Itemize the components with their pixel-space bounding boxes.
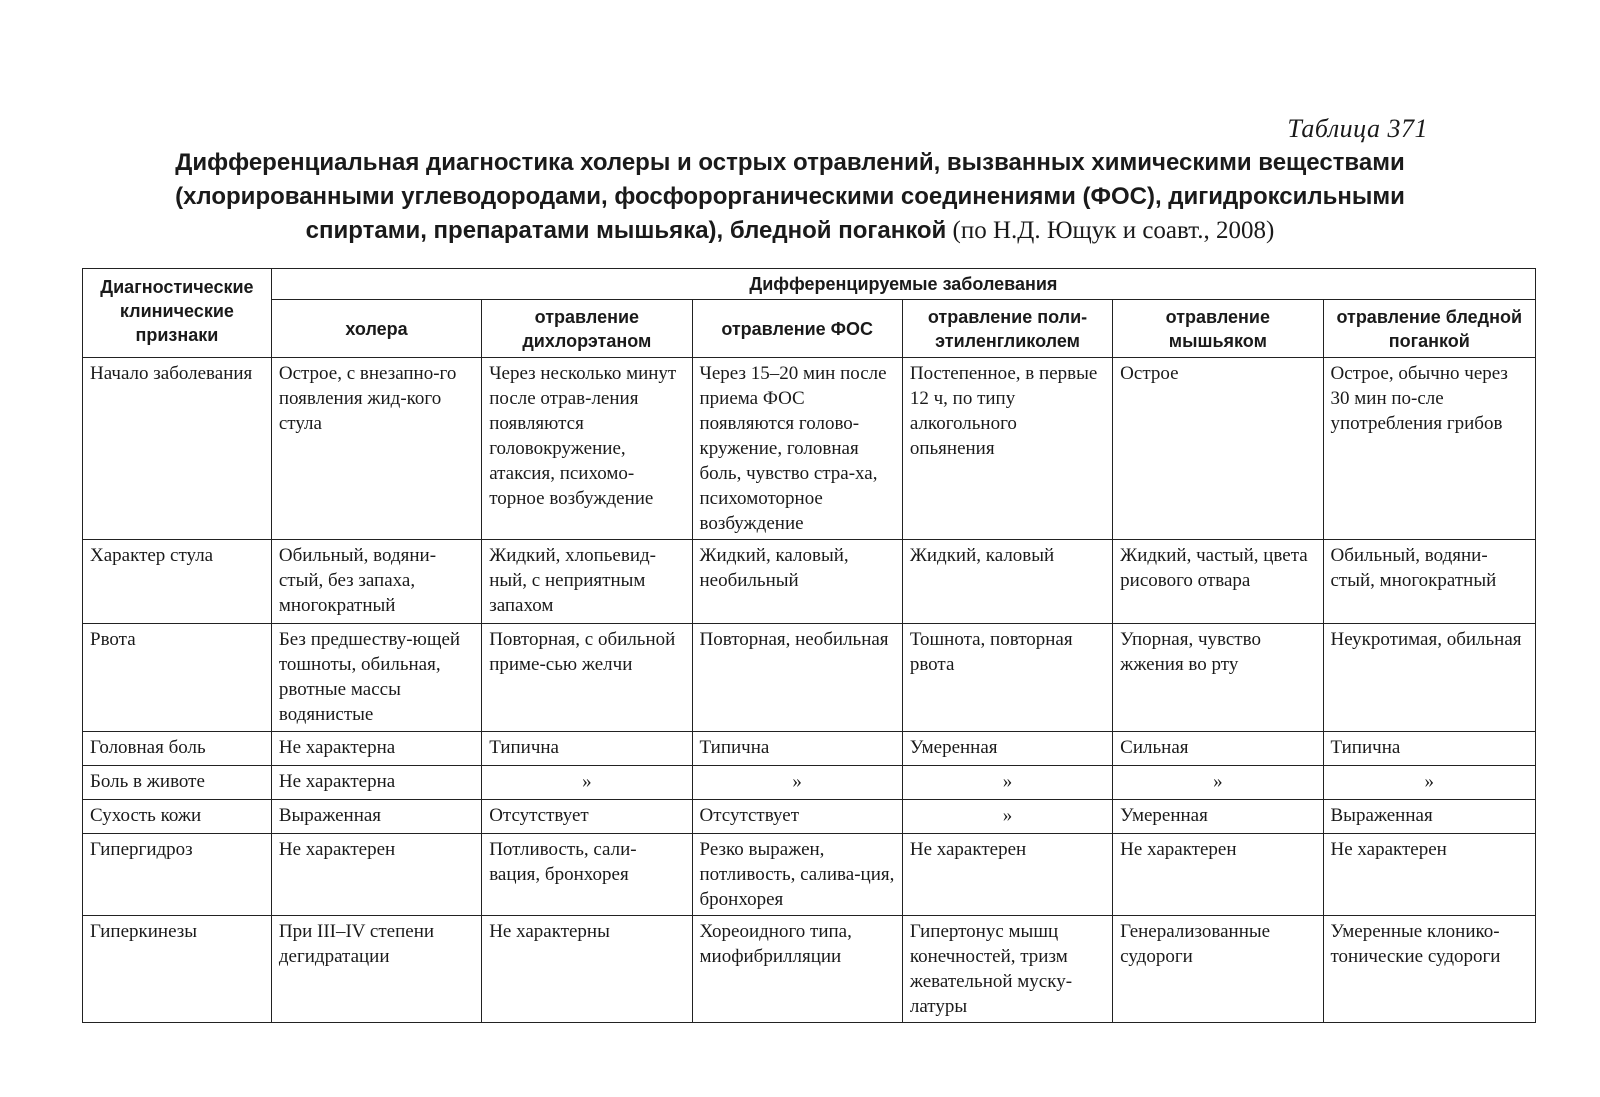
table-cell: Упорная, чувство жжения во рту bbox=[1113, 624, 1323, 732]
table-row bbox=[83, 624, 1536, 732]
table-body bbox=[83, 358, 1536, 1023]
column-header: отравление ФОС bbox=[692, 300, 902, 358]
table-number-caption: Таблица 371 bbox=[1287, 114, 1428, 143]
table-cell: Жидкий, каловый, необильный bbox=[692, 540, 902, 624]
table-cell: Обильный, водяни-стый, многократный bbox=[1323, 540, 1536, 624]
row-header: Диагностические клинические признаки bbox=[83, 269, 272, 358]
table-cell: Повторная, необильная bbox=[692, 624, 902, 732]
table-cell: Не характерна bbox=[271, 732, 481, 766]
table-cell: Острое bbox=[1113, 358, 1323, 540]
table-cell: Не характерен bbox=[271, 834, 481, 916]
table-cell: Жидкий, частый, цвета рисового отвара bbox=[1113, 540, 1323, 624]
row-label: Рвота bbox=[83, 624, 272, 732]
column-header: отравление бледной поганкой bbox=[1323, 300, 1536, 358]
table-cell: Умеренная bbox=[902, 732, 1112, 766]
table-cell: Потливость, сали-вация, бронхорея bbox=[482, 834, 692, 916]
table-cell: Постепенное, в первые 12 ч, по типу алкогольного опьянения bbox=[902, 358, 1112, 540]
table-cell: Типична bbox=[482, 732, 692, 766]
table-cell: Умеренные клонико-тонические судороги bbox=[1323, 916, 1536, 1023]
table-cell: Острое, с внезапно-го появления жид-кого стула bbox=[271, 358, 481, 540]
table-cell: Типична bbox=[692, 732, 902, 766]
row-label: Начало заболевания bbox=[83, 358, 272, 540]
table-cell: Резко выражен, потливость, салива-ция, бронхорея bbox=[692, 834, 902, 916]
table-cell: Хореоидного типа, миофибрилляции bbox=[692, 916, 902, 1023]
table-cell: Гипертонус мышц конечностей, тризм жевательной муску-латуры bbox=[902, 916, 1112, 1023]
table-cell: Повторная, с обильной приме-сью желчи bbox=[482, 624, 692, 732]
column-header: отравление дихлорэтаном bbox=[482, 300, 692, 358]
table-cell: » bbox=[1323, 766, 1536, 800]
table-cell: Через 15–20 мин после приема ФОС появляются голово-кружение, головная боль, чувство стра-ха, психомоторное возбуждение bbox=[692, 358, 902, 540]
table-cell: Неукротимая, обильная bbox=[1323, 624, 1536, 732]
table-row bbox=[83, 766, 1536, 800]
table-cell: Без предшеству-ющей тошноты, обильная, рвотные массы водянистые bbox=[271, 624, 481, 732]
table-cell: Не характерна bbox=[271, 766, 481, 800]
column-header: отравление поли-этиленгликолем bbox=[902, 300, 1112, 358]
column-header: холера bbox=[271, 300, 481, 358]
title-bold-part: Дифференциальная диагностика холеры и острых отравлений, вызванных химическими веществами (хлорированными углеводородами, фосфорорганическими соединениями (ФОС), дигидроксильными спиртами, препаратами мышьяка), бледной поганкой bbox=[175, 149, 1405, 244]
table-cell: Не характерны bbox=[482, 916, 692, 1023]
table-cell: Жидкий, хлопьевид-ный, с неприятным запахом bbox=[482, 540, 692, 624]
table-cell: Отсутствует bbox=[692, 800, 902, 834]
table-cell: Обильный, водяни-стый, без запаха, многократный bbox=[271, 540, 481, 624]
table-cell: Не характерен bbox=[902, 834, 1112, 916]
table-row bbox=[83, 540, 1536, 624]
table-row bbox=[83, 800, 1536, 834]
table-cell: Отсутствует bbox=[482, 800, 692, 834]
row-label: Гиперкинезы bbox=[83, 916, 272, 1023]
table-row bbox=[83, 916, 1536, 1023]
table-cell: » bbox=[482, 766, 692, 800]
table-cell: Генерализованные судороги bbox=[1113, 916, 1323, 1023]
row-label: Гипергидроз bbox=[83, 834, 272, 916]
table-row bbox=[83, 358, 1536, 540]
table-cell: Умеренная bbox=[1113, 800, 1323, 834]
diagnosis-table bbox=[82, 268, 1536, 1023]
group-header: Дифференцируемые заболевания bbox=[271, 269, 1535, 300]
document-title bbox=[120, 146, 1460, 248]
row-label: Сухость кожи bbox=[83, 800, 272, 834]
table-row bbox=[83, 834, 1536, 916]
table-cell: Типична bbox=[1323, 732, 1536, 766]
table-cell: Не характерен bbox=[1323, 834, 1536, 916]
title-citation: (по Н.Д. Ющук и соавт., 2008) bbox=[946, 217, 1275, 244]
table-cell: Острое, обычно через 30 мин по-сле употребления грибов bbox=[1323, 358, 1536, 540]
table-cell: Сильная bbox=[1113, 732, 1323, 766]
table-cell: » bbox=[692, 766, 902, 800]
table-cell: Выраженная bbox=[1323, 800, 1536, 834]
table-cell: Через несколько минут после отрав-ления появляются головокружение, атаксия, психомо-торное возбуждение bbox=[482, 358, 692, 540]
table-cell: » bbox=[902, 766, 1112, 800]
table-cell: Выраженная bbox=[271, 800, 481, 834]
row-label: Характер стула bbox=[83, 540, 272, 624]
table-cell: Тошнота, повторная рвота bbox=[902, 624, 1112, 732]
column-header: отравление мышьяком bbox=[1113, 300, 1323, 358]
table-cell: Не характерен bbox=[1113, 834, 1323, 916]
table-cell: Жидкий, каловый bbox=[902, 540, 1112, 624]
row-label: Боль в животе bbox=[83, 766, 272, 800]
table-cell: » bbox=[1113, 766, 1323, 800]
table-cell: При III–IV степени дегидратации bbox=[271, 916, 481, 1023]
row-label: Головная боль bbox=[83, 732, 272, 766]
table-cell: » bbox=[902, 800, 1112, 834]
table-row bbox=[83, 732, 1536, 766]
